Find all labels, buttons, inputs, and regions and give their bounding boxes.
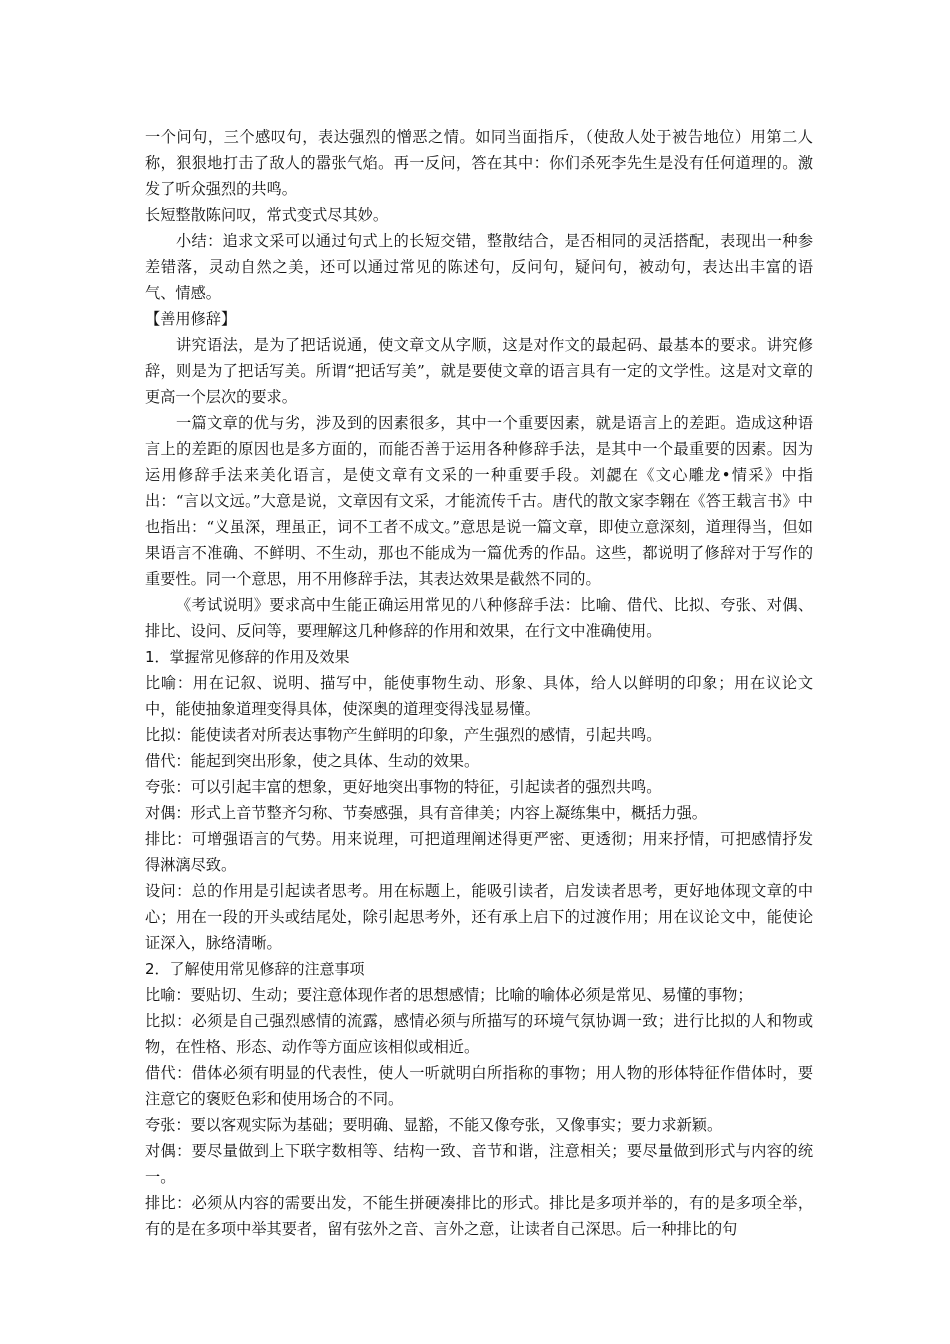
document-page	[145, 124, 813, 1242]
paragraph-language-gap: 一篇文章的优与劣，涉及到的因素很多，其中一个重要因素，就是语言上的差距。造成这种语言上的差距的原因也是多方面的，而能否善于运用各种修辞手法，是其中一个最重要的因素。因为运用修辞手法来美化语言，是使文章有文采的一种重要手段。刘勰在《文心雕龙•情采》中指出：“言以文远。”大意是说，文章因有文采，才能流传千古。唐代的散文家李翱在《答王载言书》中也指出：“义虽深，理虽正，词不工者不成文。”意思是说一篇文章，即使立意深刻，道理得当，但如果语言不准确、不鲜明、不生动，那也不能成为一篇优秀的作品。这些，都说明了修辞对于写作的重要性。同一个意思，用不用修辞手法，其表达效果是截然不同的。	[145, 414, 813, 588]
paragraph-grammar-rhetoric: 讲究语法，是为了把话说通，使文章文从字顺，这是对作文的最起码、最基本的要求。讲究修辞，则是为了把话写美。所谓“把话写美”，就是要使文章的语言具有一定的文学性。这是对文章的更高一个层次的要求。	[145, 336, 813, 406]
item-metaphor-effect: 比喻：用在记叙、说明、描写中，能使事物生动、形象、具体，给人以鲜明的印象；用在议论文中，能使抽象道理变得具体，使深奥的道理变得浅显易懂。	[145, 674, 813, 718]
item-hyperbole-effect: 夸张：可以引起丰富的想象，更好地突出事物的特征，引起读者的强烈共鸣。	[145, 778, 662, 796]
item-antithesis-caution: 对偶：要尽量做到上下联字数相等、结构一致、音节和谐，注意相关；要尽量做到形式与内容的统一。	[145, 1142, 813, 1186]
item-hyperbole-caution: 夸张：要以客观实际为基础；要明确、显豁，不能又像夸张，又像事实；要力求新颖。	[145, 1116, 723, 1134]
item-metonymy-effect: 借代：能起到突出形象，使之具体、生动的效果。	[145, 752, 480, 770]
paragraph-question-analysis: 一个问句，三个感叹句，表达强烈的憎恶之情。如同当面指斥，（使敌人处于被告地位）用第二人称，狠狠地打击了敌人的嚣张气焰。再一反问，答在其中：你们杀死李先生是没有任何道理的。激发了听众强烈的共鸣。	[145, 128, 813, 198]
item-personification-effect: 比拟：能使读者对所表达事物产生鲜明的印象，产生强烈的感情，引起共鸣。	[145, 726, 662, 744]
item-antithesis-effect: 对偶：形式上音节整齐匀称、节奏感强，具有音律美；内容上凝练集中，概括力强。	[145, 804, 707, 822]
heading-effects: 1．掌握常见修辞的作用及效果	[145, 648, 350, 666]
item-rhetorical-question-effect: 设问：总的作用是引起读者思考。用在标题上，能吸引读者，启发读者思考，更好地体现文章的中心；用在一段的开头或结尾处，除引起思考外，还有承上启下的过渡作用；用在议论文中，能使论证深入，脉络清晰。	[145, 882, 813, 952]
item-parallelism-effect: 排比：可增强语言的气势。用来说理，可把道理阐述得更严密、更透彻；用来抒情，可把感情抒发得淋漓尽致。	[145, 830, 813, 874]
paragraph-summary-verse: 长短整散陈问叹，常式变式尽其妙。	[145, 206, 388, 224]
item-metaphor-caution: 比喻：要贴切、生动；要注意体现作者的思想感情；比喻的喻体必须是常见、易懂的事物；	[145, 986, 753, 1004]
heading-cautions: 2．了解使用常见修辞的注意事项	[145, 960, 365, 978]
item-parallelism-caution: 排比：必须从内容的需要出发，不能生拼硬凑排比的形式。排比是多项并举的，有的是多项全举，有的是在多项中举其要者，留有弦外之音、言外之意，让读者自己深思。后一种排比的句	[145, 1194, 813, 1238]
item-personification-caution: 比拟：必须是自己强烈感情的流露，感情必须与所描写的环境气氛协调一致；进行比拟的人和物或物，在性格、形态、动作等方面应该相似或相近。	[145, 1012, 813, 1056]
paragraph-summary: 小结：追求文采可以通过句式上的长短交错，整散结合，是否相同的灵活搭配，表现出一种参差错落，灵动自然之美，还可以通过常见的陈述句，反问句，疑问句，被动句，表达出丰富的语气、情感。	[145, 232, 813, 302]
item-metonymy-caution: 借代：借体必须有明显的代表性，使人一听就明白所指称的事物；用人物的形体特征作借体时，要注意它的褒贬色彩和使用场合的不同。	[145, 1064, 813, 1108]
section-title-rhetoric: 【善用修辞】	[145, 310, 237, 328]
paragraph-exam-requirements: 《考试说明》要求高中生能正确运用常见的八种修辞手法：比喻、借代、比拟、夸张、对偶、排比、设问、反问等，要理解这几种修辞的作用和效果，在行文中准确使用。	[145, 596, 813, 640]
